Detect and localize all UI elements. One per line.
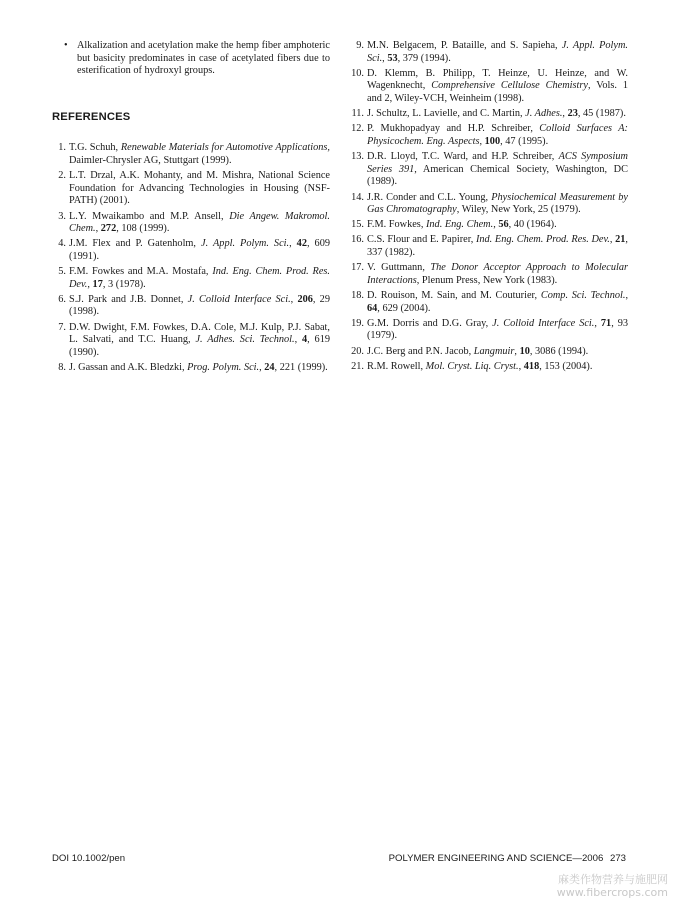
reference-item	[350, 234, 628, 259]
reference-item	[350, 262, 628, 287]
reference-text: D.R. Lloyd, T.C. Ward, and H.P. Schreiber,	[367, 151, 559, 163]
reference-number: 13.	[351, 151, 364, 163]
reference-text: Daimler-Chrysler AG, Stuttgart (1999).	[69, 154, 232, 166]
reference-text: ,	[594, 317, 601, 329]
reference-text: , Plenum Press, New York (1983).	[416, 274, 558, 286]
reference-item	[52, 294, 330, 319]
reference-text: ,	[625, 290, 629, 302]
reference-volume: 100	[484, 135, 501, 147]
watermark-line-1: 麻类作物营养与施肥网	[558, 873, 668, 886]
reference-number: 3.	[58, 210, 66, 222]
reference-volume: 21	[615, 234, 626, 246]
reference-title: Mol. Cryst. Liq. Cryst.	[425, 360, 519, 372]
reference-volume: 71	[600, 317, 612, 329]
left-column	[52, 40, 330, 377]
reference-volume: 10	[519, 345, 530, 357]
reference-text: D.W. Dwight, F.M. Fowkes, D.A. Cole, M.J. Kulp, P.J. Sabat, L. Salvati, and T.C. Huang,	[69, 321, 330, 346]
reference-item	[350, 40, 628, 65]
reference-text: V. Guttmann,	[367, 262, 431, 274]
reference-text: , 29 (1998).	[69, 293, 330, 318]
reference-number: 7.	[58, 321, 66, 333]
reference-item	[52, 170, 330, 208]
reference-volume: 272	[100, 223, 117, 235]
reference-text: M.N. Belgacem, P. Bataille, and S. Sapieha,	[367, 40, 562, 51]
reference-title: The Donor Acceptor Approach to Molecular Interactions	[367, 262, 628, 286]
reference-text: ,	[95, 223, 101, 235]
reference-title: Prog. Polym. Sci.	[187, 362, 260, 374]
reference-volume: 4	[302, 334, 308, 346]
reference-number: 19.	[351, 317, 364, 329]
reference-volume: 206	[297, 293, 313, 305]
reference-title: J. Appl. Polym. Sci.	[201, 238, 290, 250]
reference-text: J. Gassan and A.K. Bledzki,	[69, 362, 188, 374]
reference-volume: 56	[498, 219, 509, 231]
references-heading: REFERENCES	[52, 110, 131, 123]
reference-item	[350, 361, 628, 374]
reference-list-right	[350, 40, 628, 373]
reference-number: 21.	[351, 360, 364, 372]
conclusion-bullet	[52, 40, 330, 78]
reference-text: , 108 (1999).	[116, 223, 170, 235]
reference-item	[350, 108, 628, 121]
reference-text: J.R. Conder and C.L. Young,	[367, 191, 492, 203]
reference-volume: 53	[387, 52, 398, 64]
reference-text: L.Y. Mwaikambo and M.P. Ansell,	[69, 210, 230, 222]
reference-title: Langmuir	[473, 345, 515, 357]
page-number: 273	[609, 853, 626, 864]
reference-number: 1.	[58, 142, 66, 154]
reference-item	[52, 266, 330, 291]
reference-item	[52, 322, 330, 360]
reference-text: L.T. Drzal, A.K. Mohanty, and M. Mishra, National Science Foundation for Advancing Technologies in Housing (NSF-PATH) (2001).	[69, 170, 330, 207]
reference-item	[52, 362, 330, 375]
journal-name: POLYMER ENGINEERING AND SCIENCE—2006	[388, 853, 604, 864]
reference-number: 5.	[58, 266, 66, 278]
reference-text: , 3 (1978).	[102, 278, 146, 290]
reference-title: ACS Symposium Series 391	[367, 151, 628, 175]
reference-item	[350, 192, 628, 217]
reference-number: 8.	[58, 362, 66, 374]
reference-title: J. Adhes. Sci. Technol.	[195, 334, 295, 346]
reference-text: T.G. Schuh,	[69, 142, 121, 154]
reference-title: J. Colloid Interface Sci.	[492, 317, 595, 329]
reference-number: 11.	[351, 108, 364, 120]
reference-text: ,	[518, 360, 524, 372]
reference-text: , 337 (1982).	[367, 234, 628, 259]
reference-item	[350, 219, 628, 232]
reference-item	[350, 318, 628, 343]
reference-volume: 17	[92, 278, 103, 290]
reference-title: Ind. Eng. Chem.	[425, 219, 494, 231]
reference-text: ,	[562, 108, 568, 120]
reference-text: ,	[290, 293, 298, 305]
reference-item	[350, 123, 628, 148]
reference-text: ,	[294, 334, 302, 346]
reference-number: 15.	[351, 219, 364, 231]
watermark-line-2: www.fibercrops.com	[556, 886, 668, 899]
reference-number: 18.	[351, 290, 364, 302]
reference-item	[52, 211, 330, 236]
reference-item	[350, 68, 628, 106]
bullet-text: Alkalization and acetylation make the hemp fiber amphoteric but basicity predominates in case of acetylated fibers due to esterification of hydroxyl groups.	[77, 40, 330, 77]
reference-volume: 418	[523, 360, 540, 372]
reference-number: 20.	[351, 345, 364, 357]
bullet-dot-icon: •	[64, 40, 68, 51]
reference-text: F.M. Fowkes,	[367, 219, 426, 231]
reference-text: F.M. Fowkes and M.A. Mostafa,	[69, 266, 213, 278]
doi-footer: DOI 10.1002/pen	[52, 853, 126, 864]
reference-text: R.M. Rowell,	[367, 360, 426, 372]
reference-text: ,	[87, 278, 93, 290]
reference-volume: 23	[567, 108, 578, 120]
reference-number: 17.	[351, 262, 364, 274]
reference-text: C.S. Flour and E. Papirer,	[367, 234, 476, 246]
reference-title: J. Colloid Interface Sci.	[187, 293, 291, 305]
reference-title: Physiochemical Measurement by Gas Chromatography	[367, 191, 628, 216]
reference-title: Comp. Sci. Technol.	[540, 290, 626, 302]
reference-title: Colloid Surfaces A: Physicochem. Eng. Aspects	[367, 123, 628, 147]
reference-text: D. Klemm, B. Philipp, T. Heinze, U. Heinze, and W. Wagenknecht,	[367, 67, 628, 92]
reference-text: , 629 (2004).	[377, 302, 431, 314]
reference-title: J. Appl. Polym. Sci.	[367, 40, 628, 64]
reference-text: , 609 (1991).	[69, 238, 330, 262]
reference-text: D. Rouison, M. Sain, and M. Couturier,	[367, 290, 541, 302]
reference-number: 4.	[58, 238, 66, 250]
reference-item	[52, 238, 330, 263]
reference-text: , 619 (1990).	[69, 334, 331, 358]
reference-text: , 3086 (1994).	[529, 345, 589, 357]
reference-number: 9.	[356, 40, 364, 51]
reference-number: 12.	[351, 123, 364, 135]
reference-title: Die Angew. Makromol. Chem.	[69, 210, 330, 235]
reference-text: J.M. Flex and P. Gatenholm,	[69, 238, 202, 250]
reference-volume: 24	[264, 362, 275, 374]
reference-text: J.C. Berg and P.N. Jacob,	[367, 345, 474, 357]
reference-text: S.J. Park and J.B. Donnet,	[69, 293, 188, 305]
reference-item	[52, 142, 330, 167]
reference-text: ,	[514, 345, 520, 357]
reference-item	[350, 346, 628, 359]
reference-number: 14.	[351, 191, 364, 203]
journal-footer	[389, 853, 626, 864]
reference-text: ,	[479, 135, 485, 147]
reference-text: , American Chemical Society, Washington, DC (1989).	[367, 163, 628, 188]
reference-title: Ind. Eng. Chem. Prod. Res. Dev.	[475, 234, 610, 246]
reference-text: , 153 (2004).	[539, 360, 593, 372]
reference-text: G.M. Dorris and D.G. Gray,	[367, 317, 493, 329]
reference-title: Ind. Eng. Chem. Prod. Res. Dev.	[69, 266, 330, 290]
reference-volume: 64	[367, 302, 378, 314]
reference-text: J. Schultz, L. Lavielle, and C. Martin,	[367, 108, 526, 120]
reference-number: 2.	[58, 170, 66, 182]
reference-text: ,	[259, 362, 265, 374]
reference-text: ,	[493, 219, 499, 231]
reference-title: Comprehensive Cellulose Chemistry	[431, 80, 588, 92]
reference-volume: 42	[296, 238, 307, 250]
reference-text: , 45 (1987).	[577, 108, 626, 120]
reference-item	[350, 290, 628, 315]
reference-title: Renewable Materials for Automotive Applications,	[120, 142, 330, 154]
watermark	[557, 873, 668, 899]
reference-text: , Wiley, New York, 25 (1979).	[456, 204, 581, 216]
reference-list-left	[52, 142, 330, 374]
reference-text: , 47 (1995).	[500, 135, 549, 147]
reference-text: ,	[289, 238, 297, 250]
reference-number: 10.	[351, 67, 364, 79]
right-column	[350, 40, 628, 376]
reference-text: , 40 (1964).	[508, 219, 557, 231]
reference-text: ,	[609, 234, 616, 246]
reference-text: , Vols. 1 and 2, Wiley-VCH, Weinheim (1998).	[367, 80, 629, 104]
reference-text: P. Mukhopadyay and H.P. Schreiber,	[367, 123, 540, 135]
reference-text: , 221 (1999).	[274, 362, 328, 374]
reference-title: J. Adhes.	[525, 108, 563, 120]
reference-text: , 93 (1979).	[367, 317, 629, 342]
reference-number: 6.	[58, 293, 66, 305]
reference-text: ,	[382, 52, 388, 64]
reference-text: , 379 (1994).	[397, 52, 451, 64]
reference-number: 16.	[351, 234, 364, 246]
reference-item	[350, 151, 628, 189]
